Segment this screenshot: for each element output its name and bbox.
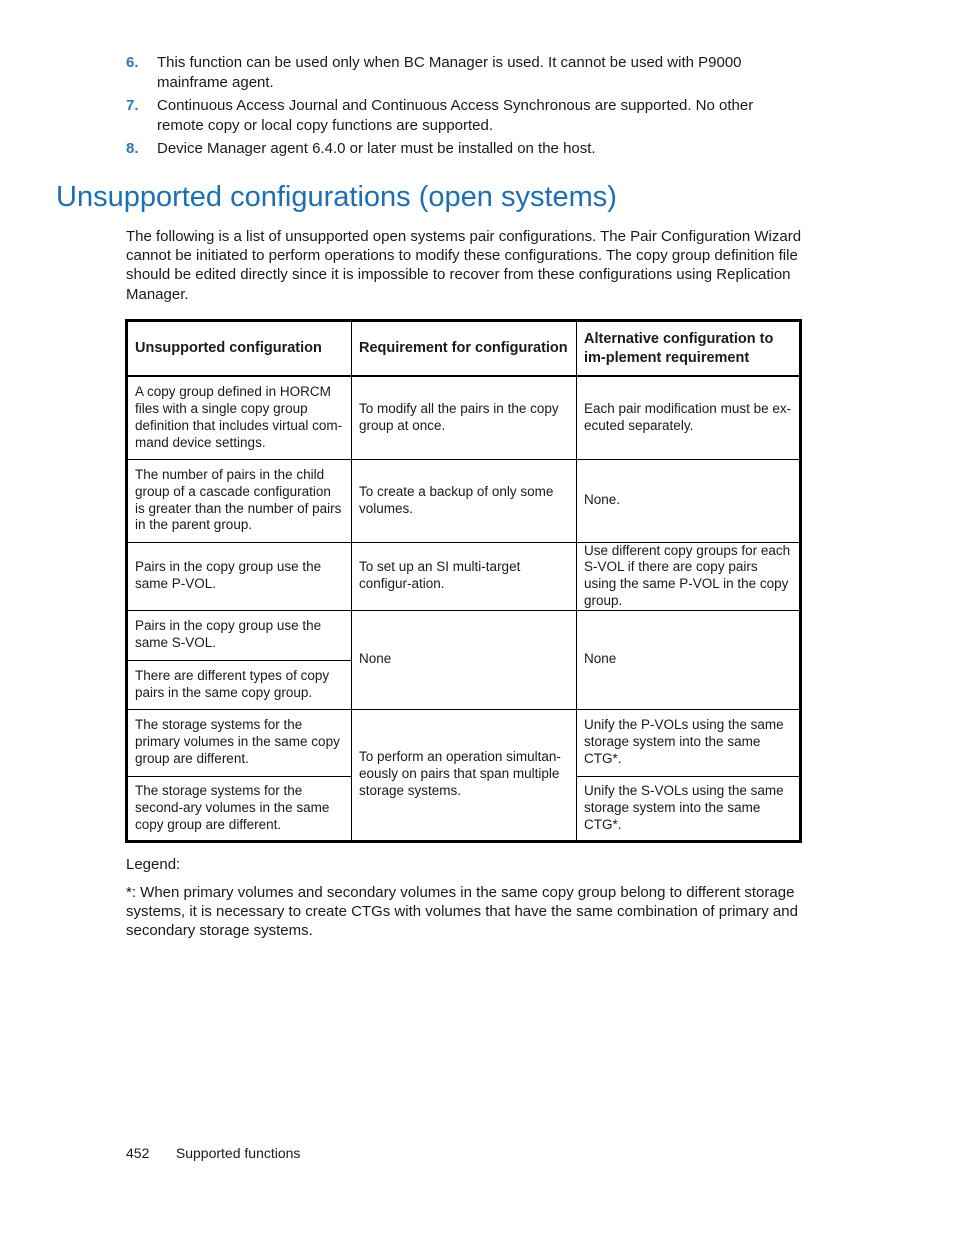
header-unsupported-configuration: Unsupported configuration (127, 321, 352, 377)
note-text: Device Manager agent 6.4.0 or later must be installed on the host. (157, 140, 596, 157)
table-cell: There are different types of copy pairs in the same copy group. (127, 660, 352, 709)
table-cell: The number of pairs in the child group of a cascade configuration is greater than the number of pairs in the parent group. (127, 459, 352, 542)
table-cell: To create a backup of only some volumes. (352, 459, 577, 542)
note-number: 8. (126, 140, 139, 157)
table-row (127, 376, 801, 459)
table-row (127, 610, 801, 660)
table-row (127, 459, 801, 542)
table-cell: A copy group defined in HORCM files with a single copy group definition that includes virtual com-mand device settings. (127, 376, 352, 459)
table-cell: Unify the S-VOLs using the same storage system into the same CTG*. (577, 776, 801, 841)
table-cell: None (577, 610, 801, 709)
table-cell: Use different copy groups for each S-VOL if there are copy pairs using the same P-VOL in the copy group. (577, 542, 801, 610)
table-cell: Pairs in the copy group use the same P-VOL. (127, 542, 352, 610)
page-footer (126, 1145, 300, 1161)
note-number: 6. (126, 54, 139, 71)
table-cell: None (352, 610, 577, 709)
table-row (127, 542, 801, 610)
section-title: Unsupported configurations (open systems) (56, 181, 617, 213)
note-number: 7. (126, 97, 139, 114)
page-number: 452 (126, 1145, 150, 1161)
table-cell: The storage systems for the primary volumes in the same copy group are different. (127, 709, 352, 776)
table-row (127, 709, 801, 776)
legend-label: Legend: (126, 856, 181, 873)
intro-paragraph: The following is a list of unsupported open systems pair configurations. The Pair Configuration Wizard cannot be initiated to perform operations to modify these configurations. The copy group definition file should be edited directly since it is impossible to recover from these configurations using Replication Manager. (126, 228, 802, 303)
table-cell: To set up an SI multi-target configur-ation. (352, 542, 577, 610)
table-cell: None. (577, 459, 801, 542)
table-cell: Each pair modification must be ex-ecuted separately. (577, 376, 801, 459)
table-cell: Unify the P-VOLs using the same storage system into the same CTG*. (577, 709, 801, 776)
note-text: Continuous Access Journal and Continuous Access Synchronous are supported. No other remote copy or local copy functions are supported. (157, 97, 754, 134)
numbered-notes (126, 53, 802, 163)
header-alternative: Alternative configuration to im-plement requirement (577, 321, 801, 377)
table-cell: To modify all the pairs in the copy group at once. (352, 376, 577, 459)
note-item (126, 96, 802, 135)
legend-footnote: *: When primary volumes and secondary volumes in the same copy group belong to different storage systems, it is necessary to create CTGs with volumes that have the same combination of primary and secondary storage systems. (126, 884, 798, 939)
table-cell: The storage systems for the second-ary volumes in the same copy group are different. (127, 776, 352, 841)
table-cell: To perform an operation simultan-eously on pairs that span multiple storage systems. (352, 709, 577, 841)
unsupported-config-table (125, 319, 802, 843)
note-item (126, 53, 802, 92)
table-cell: Pairs in the copy group use the same S-VOL. (127, 610, 352, 660)
header-requirement: Requirement for configuration (352, 321, 577, 377)
note-text: This function can be used only when BC Manager is used. It cannot be used with P9000 mainframe agent. (157, 54, 742, 91)
footer-section-name: Supported functions (175, 1145, 301, 1161)
note-item (126, 139, 802, 159)
table-header-row (127, 321, 801, 377)
